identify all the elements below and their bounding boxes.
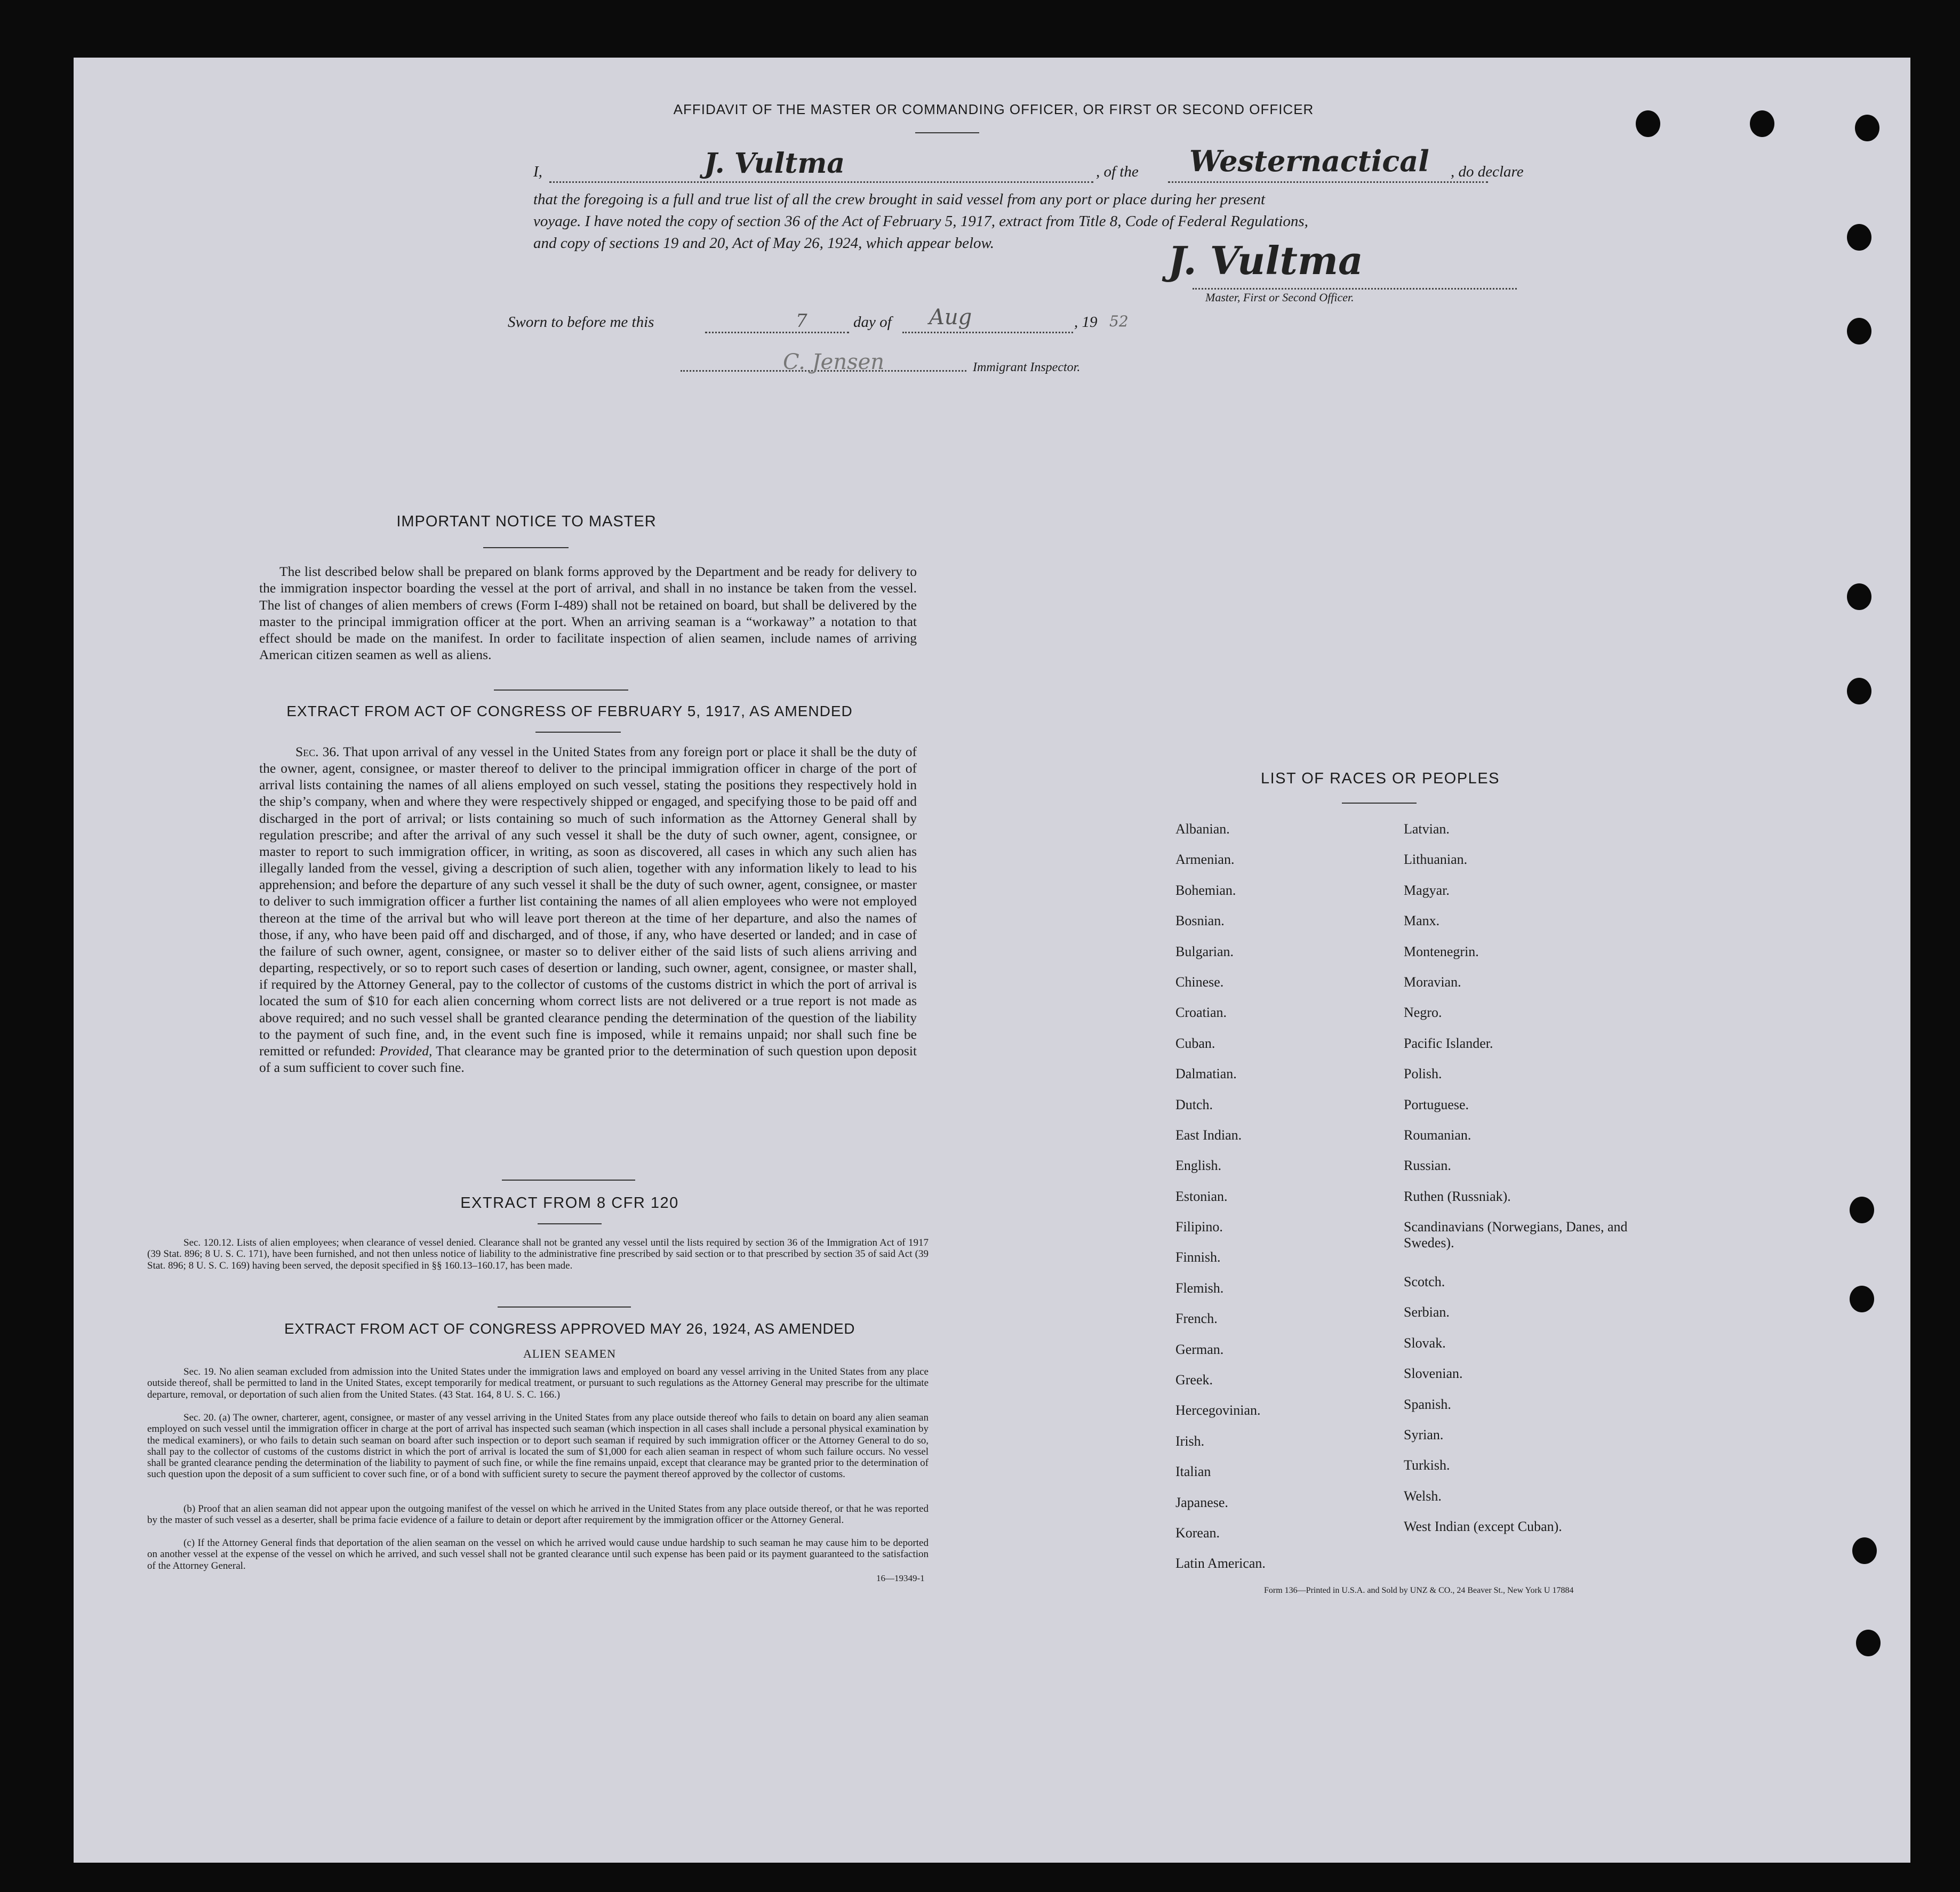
race-item: Slovenian.	[1404, 1366, 1463, 1382]
race-item: Dalmatian.	[1175, 1066, 1237, 1082]
races-left-column	[1175, 821, 1367, 1586]
race-item: Scotch.	[1404, 1274, 1445, 1290]
race-item: Montenegrin.	[1404, 943, 1479, 959]
punch-hole	[1847, 678, 1871, 704]
race-item: Latin American.	[1175, 1556, 1266, 1572]
extract-1917-body	[259, 743, 917, 1076]
race-item: Roumanian.	[1404, 1127, 1471, 1143]
section-36-text: That upon arrival of any vessel in the United States from any foreign port or place it shall be the duty of the owner, agent, consignee, or master thereof to deliver to the principal immigration officer in charge of the port of arrival lists containing the names of all aliens employed on such vessel, stating the positions they respectively hold in the ship’s company, when and where they were respectively shipped or engaged, and specifying those to be paid off and discharged in the port of arrival; or lists containing so much of such information as the Attorney General shall by regulation prescribe; and after the arrival of any such vessel it shall be the duty of such owner, agent, consignee, or master to report to such immigration officer, in writing, as soon as discovered, all cases in which any such alien has illegally landed from the vessel, giving a description of such alien, together with any information likely to lead to his apprehension; and before the departure of any such vessel it shall be the duty of such owner, agent, consignee, or master to deliver to such immigration officer a further list containing the names of all alien employees who were not employed thereon at the time of the arrival but who will leave port thereon at the time of her departure, and also the names of those, if any, who have been paid off and discharged, and of those, if any, who have deserted or landed; and in case of the failure of such owner, agent, consignee, or master so to deliver either of the said lists of such aliens arriving and departing, respectively, or so to report such cases of desertion or landing, such owner, agent, consignee, or master shall, if required by the Attorney General, pay to the collector of customs of the customs district in which the port of arrival is located the sum of $10 for each alien concerning whom correct lists are not delivered or a true report is not made as above required; and no such vessel shall be granted clearance pending the determination of the question of the liability to the payment of such fine, and, in the event such fine is imposed, while it remains unpaid; nor shall such fine be remitted or refunded:	[259, 744, 917, 1059]
divider	[498, 1306, 631, 1308]
master-signature-handwritten: J. Vultma	[1168, 238, 1363, 283]
race-item: Albanian.	[1175, 821, 1230, 837]
race-item: Hercegovinian.	[1175, 1402, 1261, 1418]
race-item: Slovak.	[1404, 1335, 1446, 1351]
race-item: Scandinavians (Norwegians, Danes, and Swedes).	[1404, 1219, 1628, 1251]
month-handwritten: Aug	[929, 305, 972, 330]
race-item: Syrian.	[1404, 1427, 1444, 1443]
do-declare-label: , do declare	[1451, 163, 1524, 180]
race-item: West Indian (except Cuban).	[1404, 1519, 1562, 1535]
race-item: English.	[1175, 1158, 1221, 1174]
race-item: Latvian.	[1404, 821, 1450, 837]
race-item: Bosnian.	[1175, 913, 1225, 929]
punch-hole	[1847, 318, 1871, 344]
race-item: Finnish.	[1175, 1249, 1221, 1265]
inspector-signature-handwritten: C. Jensen	[783, 350, 885, 374]
race-item: Welsh.	[1404, 1488, 1442, 1504]
section-36-label: Sec. 36.	[295, 744, 340, 759]
provided-label: Provided,	[379, 1043, 433, 1059]
extract-cfr-title: EXTRACT FROM 8 CFR 120	[460, 1194, 679, 1212]
race-item: Spanish.	[1404, 1396, 1451, 1412]
divider	[502, 1180, 635, 1181]
race-item: Flemish.	[1175, 1280, 1224, 1296]
section-36-text-end: That clearance may be granted prior to the determination of such question upon deposit of a sum sufficient to cover such fine.	[259, 1043, 917, 1075]
race-item: Turkish.	[1404, 1457, 1450, 1473]
document-page	[74, 58, 1910, 1863]
race-item: Manx.	[1404, 913, 1440, 929]
divider	[535, 732, 621, 733]
race-item: Armenian.	[1175, 852, 1235, 868]
race-item: Polish.	[1404, 1066, 1442, 1082]
race-item: Bohemian.	[1175, 882, 1236, 898]
divider	[494, 690, 628, 691]
master-name-handwritten: J. Vultma	[704, 147, 845, 180]
section-20a-text: Sec. 20. (a) The owner, charterer, agent, consignee, or master of any vessel arriving in the United States from any place outside thereof who fails to detain on board any alien seaman employed on such vessel until the immigration officer in charge at the port of arrival has inspected such seaman (which inspection in all cases shall include a personal physical examination by the medical examiners), or who fails to detain such seaman on board after such inspection or to deport such seaman if required by such immigration officer or the Attorney General to do so, shall pay to the collector of customs of the customs district in which the port of arrival is located the sum of $1,000 for each alien seaman in respect of whom such failure occurs. No vessel shall be granted clearance pending the determination of the liability to payment of such fine, or while the fine remains unpaid, except that clearance may be granted prior to the determination of such question upon the deposit of a sum sufficient to cover such fine, or of a bond with sufficient surety to secure the payment thereof approved by the collector of customs.	[147, 1412, 929, 1480]
affidavit-line-3: voyage. I have noted the copy of section 36 of the Act of February 5, 1917, extract from Title 8, Code of Federal Regulations,	[533, 213, 1308, 230]
divider	[1342, 803, 1417, 804]
punch-hole	[1850, 1286, 1874, 1312]
race-item: Negro.	[1404, 1005, 1442, 1021]
year-label: , 19	[1074, 314, 1098, 331]
race-item: Filipino.	[1175, 1219, 1223, 1235]
vessel-name-handwritten: Westernactical	[1189, 144, 1429, 178]
affidavit-title: AFFIDAVIT OF THE MASTER OR COMMANDING OFFICER, OR FIRST OR SECOND OFFICER	[673, 101, 1314, 117]
race-item: Magyar.	[1404, 882, 1450, 898]
day-handwritten: 7	[796, 310, 807, 332]
section-19-text: Sec. 19. No alien seaman excluded from admission into the United States under the immigration laws and employed on board any vessel arriving in the United States from any place outside thereof, shall be permitted to land in the United States, except temporarily for medical treatment, or pursuant to such regulations as the Attorney General may prescribe for the ultimate departure, removal, or deportation of such alien from the United States. (43 Stat. 164, 8 U. S. C. 166.)	[147, 1366, 929, 1400]
i-label: I,	[533, 163, 542, 180]
inspector-label: Immigrant Inspector.	[973, 360, 1081, 374]
race-item: French.	[1175, 1311, 1218, 1327]
race-item: Dutch.	[1175, 1096, 1213, 1112]
punch-hole	[1847, 583, 1871, 610]
punch-hole	[1856, 1630, 1881, 1656]
day-of-label: day of	[853, 314, 892, 331]
punch-hole	[1847, 224, 1871, 251]
divider	[915, 132, 979, 133]
sworn-label: Sworn to before me this	[508, 314, 654, 331]
race-item: Japanese.	[1175, 1494, 1228, 1510]
extract-cfr-body: Sec. 120.12. Lists of alien employees; when clearance of vessel denied. Clearance shall not be granted any vessel until the lists required by section 36 of the Immigration Act of 1917 (39 Stat. 896; 8 U. S. C. 171), have been furnished, and not then unless notice of liability to the administrative fine prescribed by said section or to that prescribed by section 35 of said Act (39 Stat. 896; 8 U. S. C. 169) having been served, the deposit specified in §§ 160.13–160.17, has been made.	[147, 1237, 929, 1271]
race-item: Greek.	[1175, 1372, 1213, 1388]
affidavit-line-2: that the foregoing is a full and true list of all the crew brought in said vessel from any port or place during her present	[533, 191, 1266, 208]
race-item: Ruthen (Russniak).	[1404, 1188, 1511, 1204]
race-item: Cuban.	[1175, 1035, 1215, 1051]
section-20c-text: (c) If the Attorney General finds that deportation of the alien seaman on the vessel on which he arrived would cause undue hardship to such seaman he may cause him to be deported on another vessel at the expense of the vessel on which he arrived, and such vessel shall not be granted clearance until such expense has been paid or its payment guaranteed to the satisfaction of the Attorney General.	[147, 1537, 929, 1572]
punch-hole	[1750, 110, 1774, 137]
race-item: Serbian.	[1404, 1304, 1450, 1320]
section-20b-text: (b) Proof that an alien seaman did not appear upon the outgoing manifest of the vessel on which he arrived in the United States from any place outside thereof, or that he was reported by the master of such vessel as a deserter, shall be prima facie evidence of a failure to detain or deport after requirement by the immigration officer or the Attorney General.	[147, 1503, 929, 1526]
race-item: Korean.	[1175, 1525, 1220, 1541]
punch-hole	[1636, 110, 1660, 137]
notice-body: The list described below shall be prepared on blank forms approved by the Department and be ready for delivery to the immigration inspector boarding the vessel at the port of arrival, and shall in no instance be taken from the vessel. The list of changes of alien members of crews (Form I-489) shall not be retained on board, but shall be delivered by the master to the principal immigration officer at the port. When an arriving seaman is a “workaway” a notation to that effect should be made on the manifest. In order to facilitate inspection of alien seamen, include names of arriving American citizen seamen as well as aliens.	[259, 564, 917, 663]
race-item: German.	[1175, 1341, 1224, 1357]
race-item: Moravian.	[1404, 974, 1461, 990]
signature-line	[1193, 288, 1517, 290]
master-title-label: Master, First or Second Officer.	[1205, 291, 1354, 304]
races-title: LIST OF RACES OR PEOPLES	[1260, 770, 1500, 787]
year-handwritten: 52	[1109, 312, 1129, 330]
race-item: Italian	[1175, 1464, 1211, 1480]
vessel-line	[1168, 181, 1488, 183]
races-right-column	[1404, 821, 1660, 1550]
race-item: Portuguese.	[1404, 1096, 1469, 1112]
race-item: Irish.	[1175, 1433, 1205, 1449]
race-item: Croatian.	[1175, 1005, 1227, 1021]
printer-footer: Form 136—Printed in U.S.A. and Sold by UNZ & CO., 24 Beaver St., New York U 17884	[1264, 1586, 1574, 1595]
day-line	[705, 332, 849, 333]
affidavit-line-1	[533, 144, 1547, 190]
notice-title: IMPORTANT NOTICE TO MASTER	[396, 513, 657, 530]
sworn-line	[508, 305, 1254, 340]
of-the-label: , of the	[1096, 163, 1139, 180]
alien-seamen-subtitle: ALIEN SEAMEN	[523, 1347, 616, 1360]
form-code: 16—19349-1	[876, 1573, 925, 1583]
punch-hole	[1850, 1197, 1874, 1223]
race-item: Russian.	[1404, 1158, 1451, 1174]
race-item: Pacific Islander.	[1404, 1035, 1493, 1051]
divider	[538, 1223, 602, 1224]
month-line	[902, 332, 1073, 333]
race-item: Lithuanian.	[1404, 852, 1468, 868]
punch-hole	[1855, 115, 1879, 141]
affidavit-line-4: and copy of sections 19 and 20, Act of May 26, 1924, which appear below.	[533, 235, 994, 252]
name-line	[549, 181, 1093, 183]
race-item: Chinese.	[1175, 974, 1224, 990]
race-item: Estonian.	[1175, 1188, 1228, 1204]
divider	[483, 547, 569, 548]
race-item: East Indian.	[1175, 1127, 1242, 1143]
race-item: Bulgarian.	[1175, 943, 1234, 959]
punch-hole	[1852, 1537, 1877, 1564]
extract-1917-title: EXTRACT FROM ACT OF CONGRESS OF FEBRUARY 5, 1917, AS AMENDED	[286, 703, 853, 719]
extract-1924-title: EXTRACT FROM ACT OF CONGRESS APPROVED MAY 26, 1924, AS AMENDED	[284, 1320, 855, 1337]
